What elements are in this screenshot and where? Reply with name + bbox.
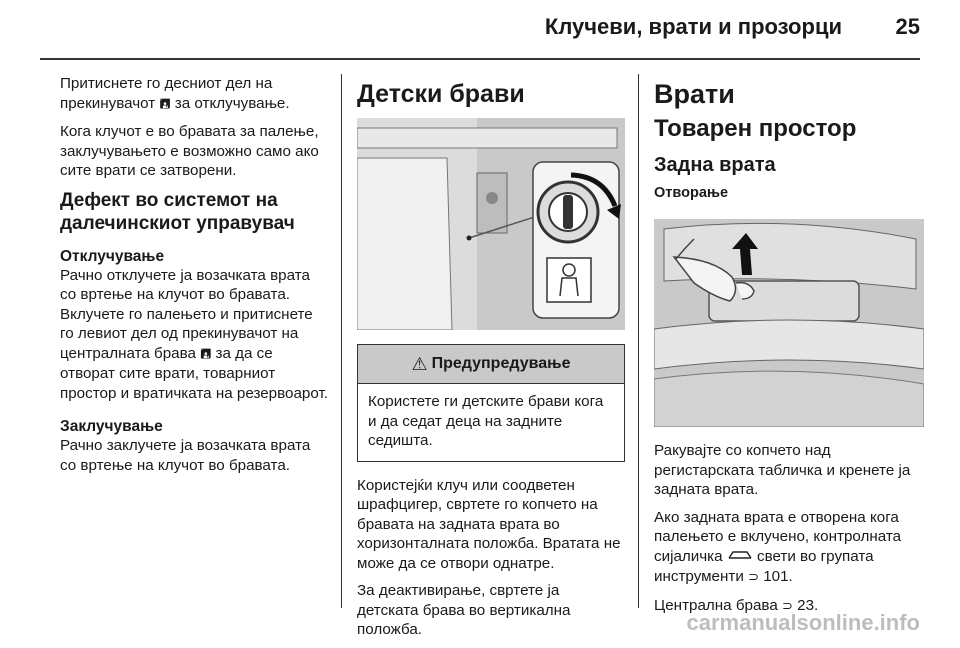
paragraph-manual-lock: Рачно заклучете ја возачката врата со вртење на клучот во бравата. xyxy=(60,437,311,474)
heading-unlocking: Отклучување xyxy=(60,247,165,265)
page-number: 25 xyxy=(895,14,920,39)
reference-arrow-icon: ⊃ xyxy=(782,598,793,614)
heading-tailgate: Задна врата xyxy=(654,154,776,176)
header-title: Клучеви, врати и прозорци xyxy=(544,14,842,39)
column-divider-2 xyxy=(638,74,639,608)
tailgate-illustration xyxy=(654,219,924,427)
column-middle xyxy=(357,74,625,648)
paragraph-central-lock-ref: Централна брава ⊃ 23. xyxy=(654,596,819,614)
warning-text: Користете ги детските брави кога и да седат деца на задните седишта. xyxy=(368,393,604,449)
section-title-child-locks: Детски брави xyxy=(357,80,525,108)
heading-remote-fault: Дефект во системот на далечинскиот управувач xyxy=(60,189,295,234)
paragraph-manual-unlock: Рачно отклучете ја возачката врата со вртење на клучот во бравата. Вклучете го палењето и притиснете го левиот дел од прекинувачот на централната брава 🖪 за да се отворат сите врати, товарниот простор и вратичката на резервоарот. xyxy=(60,266,328,402)
child-lock-drawing xyxy=(357,118,625,330)
section-subtitle-load-compartment: Товарен простор xyxy=(654,115,857,142)
heading-locking: Заклучување xyxy=(60,418,163,435)
reference-arrow-icon: ⊃ xyxy=(748,570,759,585)
warning-header: ⚠ Предупредување xyxy=(358,345,624,384)
unlock-icon: 🖪 xyxy=(200,346,212,362)
paragraph-ignition-lock: Кога клучот е во бравата за палење, заклучувањето е возможно само ако сите врати се затворени. xyxy=(60,123,319,179)
watermark: carmanualsonline.info xyxy=(686,610,920,635)
page-reference-link[interactable]: 101. xyxy=(763,568,793,585)
warning-icon: ⚠ xyxy=(411,353,428,375)
paragraph-child-lock-deactivate: За деактивирање, свртете ја детската брава во вертикална положба. xyxy=(357,582,571,638)
child-lock-illustration xyxy=(357,118,625,330)
heading-opening: Отворање xyxy=(654,185,729,201)
header-rule xyxy=(40,58,920,60)
paragraph-unlock-press: Притиснете го десниот дел на прекинувачот 🖪 за отклучување. xyxy=(60,75,290,112)
unlock-icon: 🖪 xyxy=(159,96,171,112)
column-divider-1 xyxy=(341,74,342,608)
paragraph-tailgate-indicator: Ако задната врата е отворена кога палењето е вклучено, контролната сијаличка свети во групата инструменти ⊃ 101. xyxy=(654,508,902,585)
paragraph-open-tailgate: Ракувајте со копчето над регистарската табличка и кренете ја задната врата. xyxy=(654,442,911,498)
door-indicator-icon xyxy=(727,550,757,565)
paragraph-child-lock-use: Користејќи клуч или соодветен шрафцигер, свртете го копчето на бравата на задната врата во хоризонталната положба. Вратата не може да се отвори однатре. xyxy=(357,476,621,572)
column-left xyxy=(60,74,330,483)
tailgate-drawing xyxy=(654,219,924,427)
column-right xyxy=(654,74,924,624)
warning-box xyxy=(357,344,625,462)
section-title-doors: Врати xyxy=(654,79,735,109)
page-reference-link[interactable]: 23. xyxy=(797,596,819,614)
